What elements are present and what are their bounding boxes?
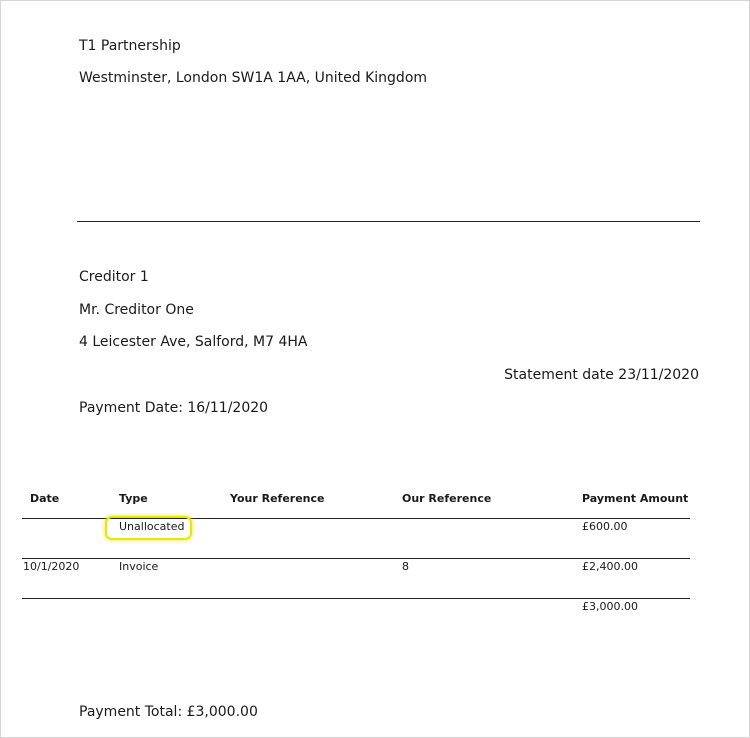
header-divider xyxy=(77,221,700,222)
table-total-divider xyxy=(22,598,690,599)
row-2-type: Invoice xyxy=(119,560,159,573)
col-header-your-reference: Your Reference xyxy=(230,492,325,505)
table-row-divider xyxy=(22,558,690,559)
row-1-amount: £600.00 xyxy=(582,520,628,533)
sender-address: Westminster, London SW1A 1AA, United Kingdom xyxy=(79,70,428,86)
statement-date: Statement date 23/11/2020 xyxy=(504,367,699,383)
row-2-date: 10/1/2020 xyxy=(23,560,80,573)
table-total-amount: £3,000.00 xyxy=(582,600,638,613)
payment-date: Payment Date: 16/11/2020 xyxy=(79,400,269,416)
recipient-address: 4 Leicester Ave, Salford, M7 4HA xyxy=(79,334,308,350)
col-header-date: Date xyxy=(30,492,60,505)
col-header-type: Type xyxy=(119,492,148,505)
col-header-our-reference: Our Reference xyxy=(402,492,492,505)
recipient-name: Creditor 1 xyxy=(79,269,149,285)
row-2-our-reference: 8 xyxy=(402,560,409,573)
sender-name: T1 Partnership xyxy=(79,38,181,54)
col-header-payment-amount: Payment Amount xyxy=(582,492,689,505)
row-2-amount: £2,400.00 xyxy=(582,560,638,573)
recipient-contact: Mr. Creditor One xyxy=(79,302,194,318)
row-1-type: Unallocated xyxy=(119,520,185,533)
payment-total: Payment Total: £3,000.00 xyxy=(79,704,258,720)
